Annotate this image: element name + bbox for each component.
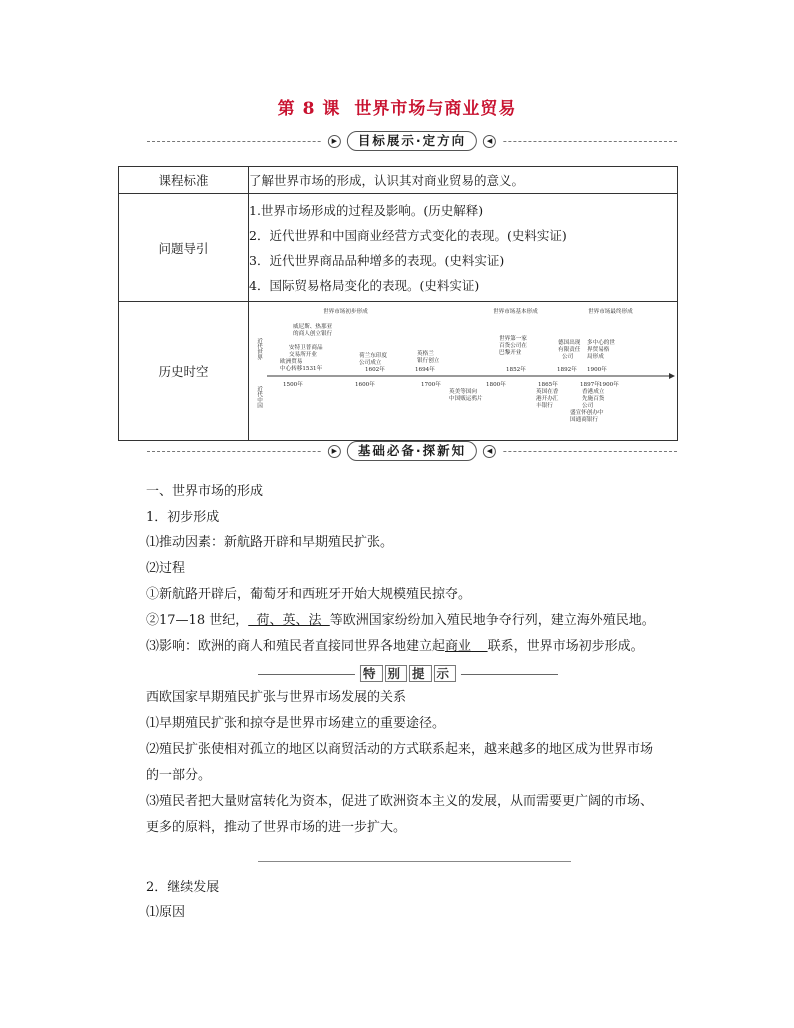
event-label: 巴黎开业 (499, 350, 522, 356)
event-label: 国通商银行 (570, 417, 598, 423)
tick-label: 1900年 (599, 382, 619, 388)
tip-char: 提 (409, 665, 432, 682)
section-heading: 一、世界市场的形成 (146, 484, 264, 499)
table-row (119, 194, 678, 302)
tip-end-divider (258, 861, 571, 862)
list-item: 3．近代世界商品品种增多的表现。(史料实证) (249, 252, 505, 268)
answer-text: 荷、英、法 (256, 613, 322, 628)
event-year: 1602年 (365, 367, 385, 373)
axis-arrow-icon (669, 373, 675, 379)
arrow-right-icon: ▶ (328, 135, 341, 148)
event-label: 丰银行 (536, 403, 553, 409)
event-label: 中心转移1531年 (280, 366, 323, 372)
answer-blank (445, 639, 488, 654)
event-label: 公司成立 (359, 360, 382, 366)
event-label: 英格兰 (417, 351, 434, 357)
event-label: 英美等国向 (449, 389, 477, 395)
objectives-table (118, 166, 678, 441)
section-banner-goals (147, 131, 677, 153)
tick-label: 1500年 (283, 382, 303, 388)
list-item: 1.世界市场形成的过程及影响。(历史解释) (249, 202, 484, 218)
paragraph: ⑵过程 (146, 561, 186, 576)
text-span: ②17—18 世纪， (146, 613, 249, 628)
lesson-title (0, 94, 794, 119)
phase-label: 世界市场初步形成 (323, 309, 368, 315)
question-guide-list (249, 194, 678, 302)
text-span: 联系，世界市场初步形成。 (487, 639, 644, 654)
side-label-world: 近代世界 (256, 338, 262, 361)
event-label: 盛宣怀创办中 (570, 410, 604, 416)
event-label: 有限责任 (558, 347, 581, 353)
history-timeline (249, 302, 677, 437)
event-label: 中国贩运鸦片 (449, 396, 483, 402)
row-label: 历史时空 (119, 302, 249, 441)
subheading: 2．继续发展 (146, 880, 220, 895)
event-label: 银行创立 (417, 358, 440, 364)
event-label: 百货公司在 (499, 343, 527, 349)
event-label: 威尼斯、热那亚 (293, 324, 333, 330)
tip-char: 特 (360, 665, 383, 682)
answer-text: 商业 (445, 639, 472, 654)
arrow-right-icon: ▶ (328, 445, 341, 458)
event-label: 多中心的世 (587, 340, 615, 346)
list-item: 2．近代世界和中国商业经营方式变化的表现。(史料实证) (249, 227, 567, 243)
paragraph: ⑴推动因素：新航路开辟和早期殖民扩张。 (146, 535, 394, 550)
banner-label: 目标展示·定方向 (347, 131, 477, 151)
phase-label: 世界市场基本形成 (493, 309, 538, 315)
table-row (119, 167, 678, 194)
paragraph: ⑴早期殖民扩张和掠夺是世界市场建立的重要途径。 (146, 716, 446, 731)
answer-blank (248, 613, 330, 628)
event-label: 世界第一家 (499, 336, 527, 342)
event-label: 局形成 (587, 354, 604, 360)
event-year: 1897年 (580, 382, 600, 388)
section-banner-basics (147, 441, 677, 463)
event-label: 的商人创立银行 (293, 331, 333, 337)
tick-label: 1800年 (486, 382, 506, 388)
paragraph: ⑵殖民扩张使相对孤立的地区以商贸活动的方式联系起来，越来越多的地区成为世界市场 (146, 742, 654, 757)
row-label: 问题导引 (119, 194, 249, 302)
event-label: 港开办汇 (536, 396, 559, 402)
paragraph (146, 638, 644, 656)
paragraph: 的一部分。 (146, 768, 212, 783)
event-year: 1900年 (587, 367, 607, 373)
paragraph (146, 612, 655, 630)
phase-label: 世界市场最终形成 (588, 309, 633, 315)
side-label-china: 近代中国 (256, 386, 262, 409)
row-label: 课程标准 (119, 167, 249, 194)
tip-char: 别 (384, 665, 407, 682)
event-label: 界贸易格 (587, 347, 610, 353)
subheading: 1．初步形成 (146, 510, 220, 525)
event-label: 荷兰东印度 (359, 353, 387, 359)
event-label: 先施百货 (582, 396, 605, 402)
event-label: 欧洲贸易 (280, 359, 303, 365)
event-label: 英国在香 (536, 389, 559, 395)
text-span: 等欧洲国家纷纷加入殖民地争夺行列，建立海外殖民地。 (329, 613, 655, 628)
tick-label: 1700年 (421, 382, 441, 388)
lesson-name: 世界市场与商业贸易 (354, 99, 517, 119)
tick-label: 1600年 (355, 382, 375, 388)
paragraph: ⑴原因 (146, 905, 186, 920)
event-label: 香港成立 (582, 389, 605, 395)
lesson-number: 第 8 课 (277, 99, 341, 119)
event-label: 交易所开业 (289, 352, 317, 358)
event-label: 安特卫普商品 (289, 345, 323, 351)
event-year: 1865年 (538, 382, 558, 388)
text-span: ⑶影响：欧洲的商人和殖民者直接同世界各地建立起 (146, 639, 446, 654)
event-label: 公司 (582, 403, 594, 409)
timeline-cell (249, 302, 678, 441)
list-item: 4．国际贸易格局变化的表现。(史料实证) (249, 277, 480, 293)
arrow-left-icon: ◀ (483, 135, 496, 148)
event-year: 1694年 (415, 367, 435, 373)
course-standard-text: 了解世界市场的形成，认识其对商业贸易的意义。 (249, 167, 678, 194)
event-label: 德国出现 (558, 340, 581, 346)
event-year: 1892年 (557, 367, 577, 373)
event-label: 公司 (562, 354, 574, 360)
paragraph: 更多的原料，推动了世界市场的进一步扩大。 (146, 820, 407, 835)
tip-char: 示 (434, 665, 457, 682)
tip-heading: 西欧国家早期殖民扩张与世界市场发展的关系 (146, 690, 407, 705)
event-year: 1852年 (506, 367, 526, 373)
special-tip-header (258, 664, 558, 684)
table-row (119, 302, 678, 441)
paragraph: ⑶殖民者把大量财富转化为资本，促进了欧洲资本主义的发展，从而需要更广阔的市场、 (146, 794, 654, 809)
paragraph: ①新航路开辟后，葡萄牙和西班牙开始大规模殖民掠夺。 (146, 587, 472, 602)
arrow-left-icon: ◀ (483, 445, 496, 458)
banner-label: 基础必备·探新知 (347, 441, 477, 461)
